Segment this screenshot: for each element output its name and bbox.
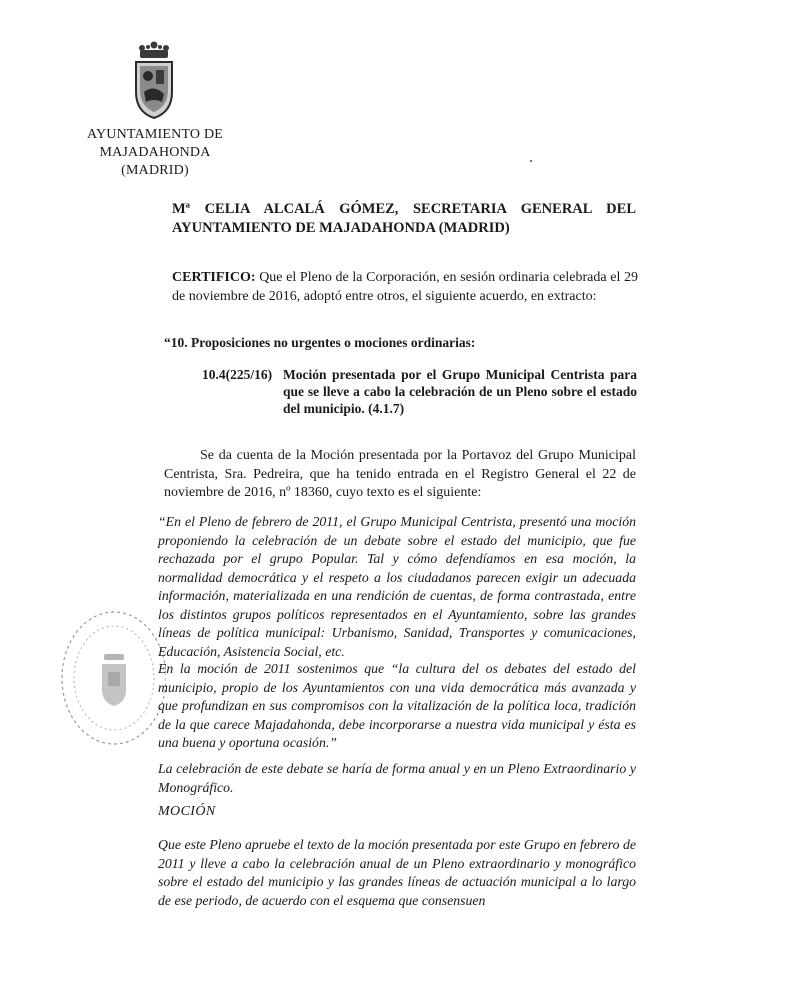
quote-paragraph-3: La celebración de este debate se haría de forma anual y en un Pleno Extraordinario y Monográfico. — [158, 761, 636, 795]
coat-of-arms-icon — [128, 40, 180, 120]
org-line-1: AYUNTAMIENTO DE — [86, 127, 224, 142]
document-title — [172, 200, 636, 238]
official-stamp-icon — [50, 602, 166, 752]
motion-id: 10.4(225/16) — [202, 367, 273, 382]
speck — [530, 160, 532, 162]
org-line-3: (MADRID) — [121, 163, 189, 178]
quote-paragraph-4: Que este Pleno apruebe el texto de la moción presentada por este Grupo en febrero de 2011 y lleve a cabo la celebración anual de un Pleno extraordinario y monográfico sobre el estado del municipio y las grandes líneas de actuación municipal a lo largo de ese periodo, de acuerdo con el esquema que consensuen — [158, 837, 636, 908]
title-line-2: AYUNTAMIENTO DE MAJADAHONDA (MADRID) — [172, 220, 510, 236]
org-line-2: MAJADAHONDA — [99, 145, 211, 160]
quote-paragraph-2: En la moción de 2011 sostenimos que “la cultura del os debates del estado del municipio, propio de los Ayuntamientos con una vida democrática más avanzada y que profundizan en sus compromisos con la vitalización de la política loca, tradición de la que carece Majadahonda, debe incorporarse a nuestra vida municipal y ésta es una buena y oportuna ocasión.” — [158, 661, 636, 750]
organization-header — [80, 126, 230, 180]
motion-title: Moción presentada por el Grupo Municipal Centrista para que se lleve a cabo la celebración de un Pleno sobre el estado del municipio. (4.1.7) — [283, 367, 637, 416]
section-heading: “10. Proposiciones no urgentes o mociones ordinarias: — [164, 335, 476, 350]
mocion-heading: MOCIÓN — [158, 804, 216, 819]
intro-paragraph: Se da cuenta de la Moción presentada por la Portavoz del Grupo Municipal Centrista, Sra. Pedreira, que ha tenido entrada en el Registro General el 22 de noviembre de 2016, nº 18360, cuyo texto es el siguiente: — [164, 448, 636, 500]
certifico-label: CERTIFICO: — [172, 270, 256, 285]
quote-paragraph-1: “En el Pleno de febrero de 2011, el Grupo Municipal Centrista, presentó una moción proponiendo la celebración de un debate sobre el estado del municipio, que fue rechazada por el grupo Popular. Tal y cómo defendíamos en esa moción, la normalidad democrática y el respeto a los ciudadanos parecen exigir un adecuada información, materializada en una rendición de cuentas, de forma contrastada, entre los distintos grupos políticos representados en el Ayuntamiento, sobre las grandes líneas de política municipal: Urbanismo, Sanidad, Transportes y comunicaciones, Educación, Asistencia Social, etc. — [158, 514, 636, 659]
certifico-text: Que el Pleno de la Corporación, en sesión ordinaria celebrada el 29 de noviembre de 2016, adoptó entre otros, el siguiente acuerdo, en extracto: — [172, 270, 639, 304]
certification-paragraph — [172, 268, 638, 306]
title-line-1: Mª CELIA ALCALÁ GÓMEZ, SECRETARIA GENERAL DEL — [172, 201, 636, 217]
